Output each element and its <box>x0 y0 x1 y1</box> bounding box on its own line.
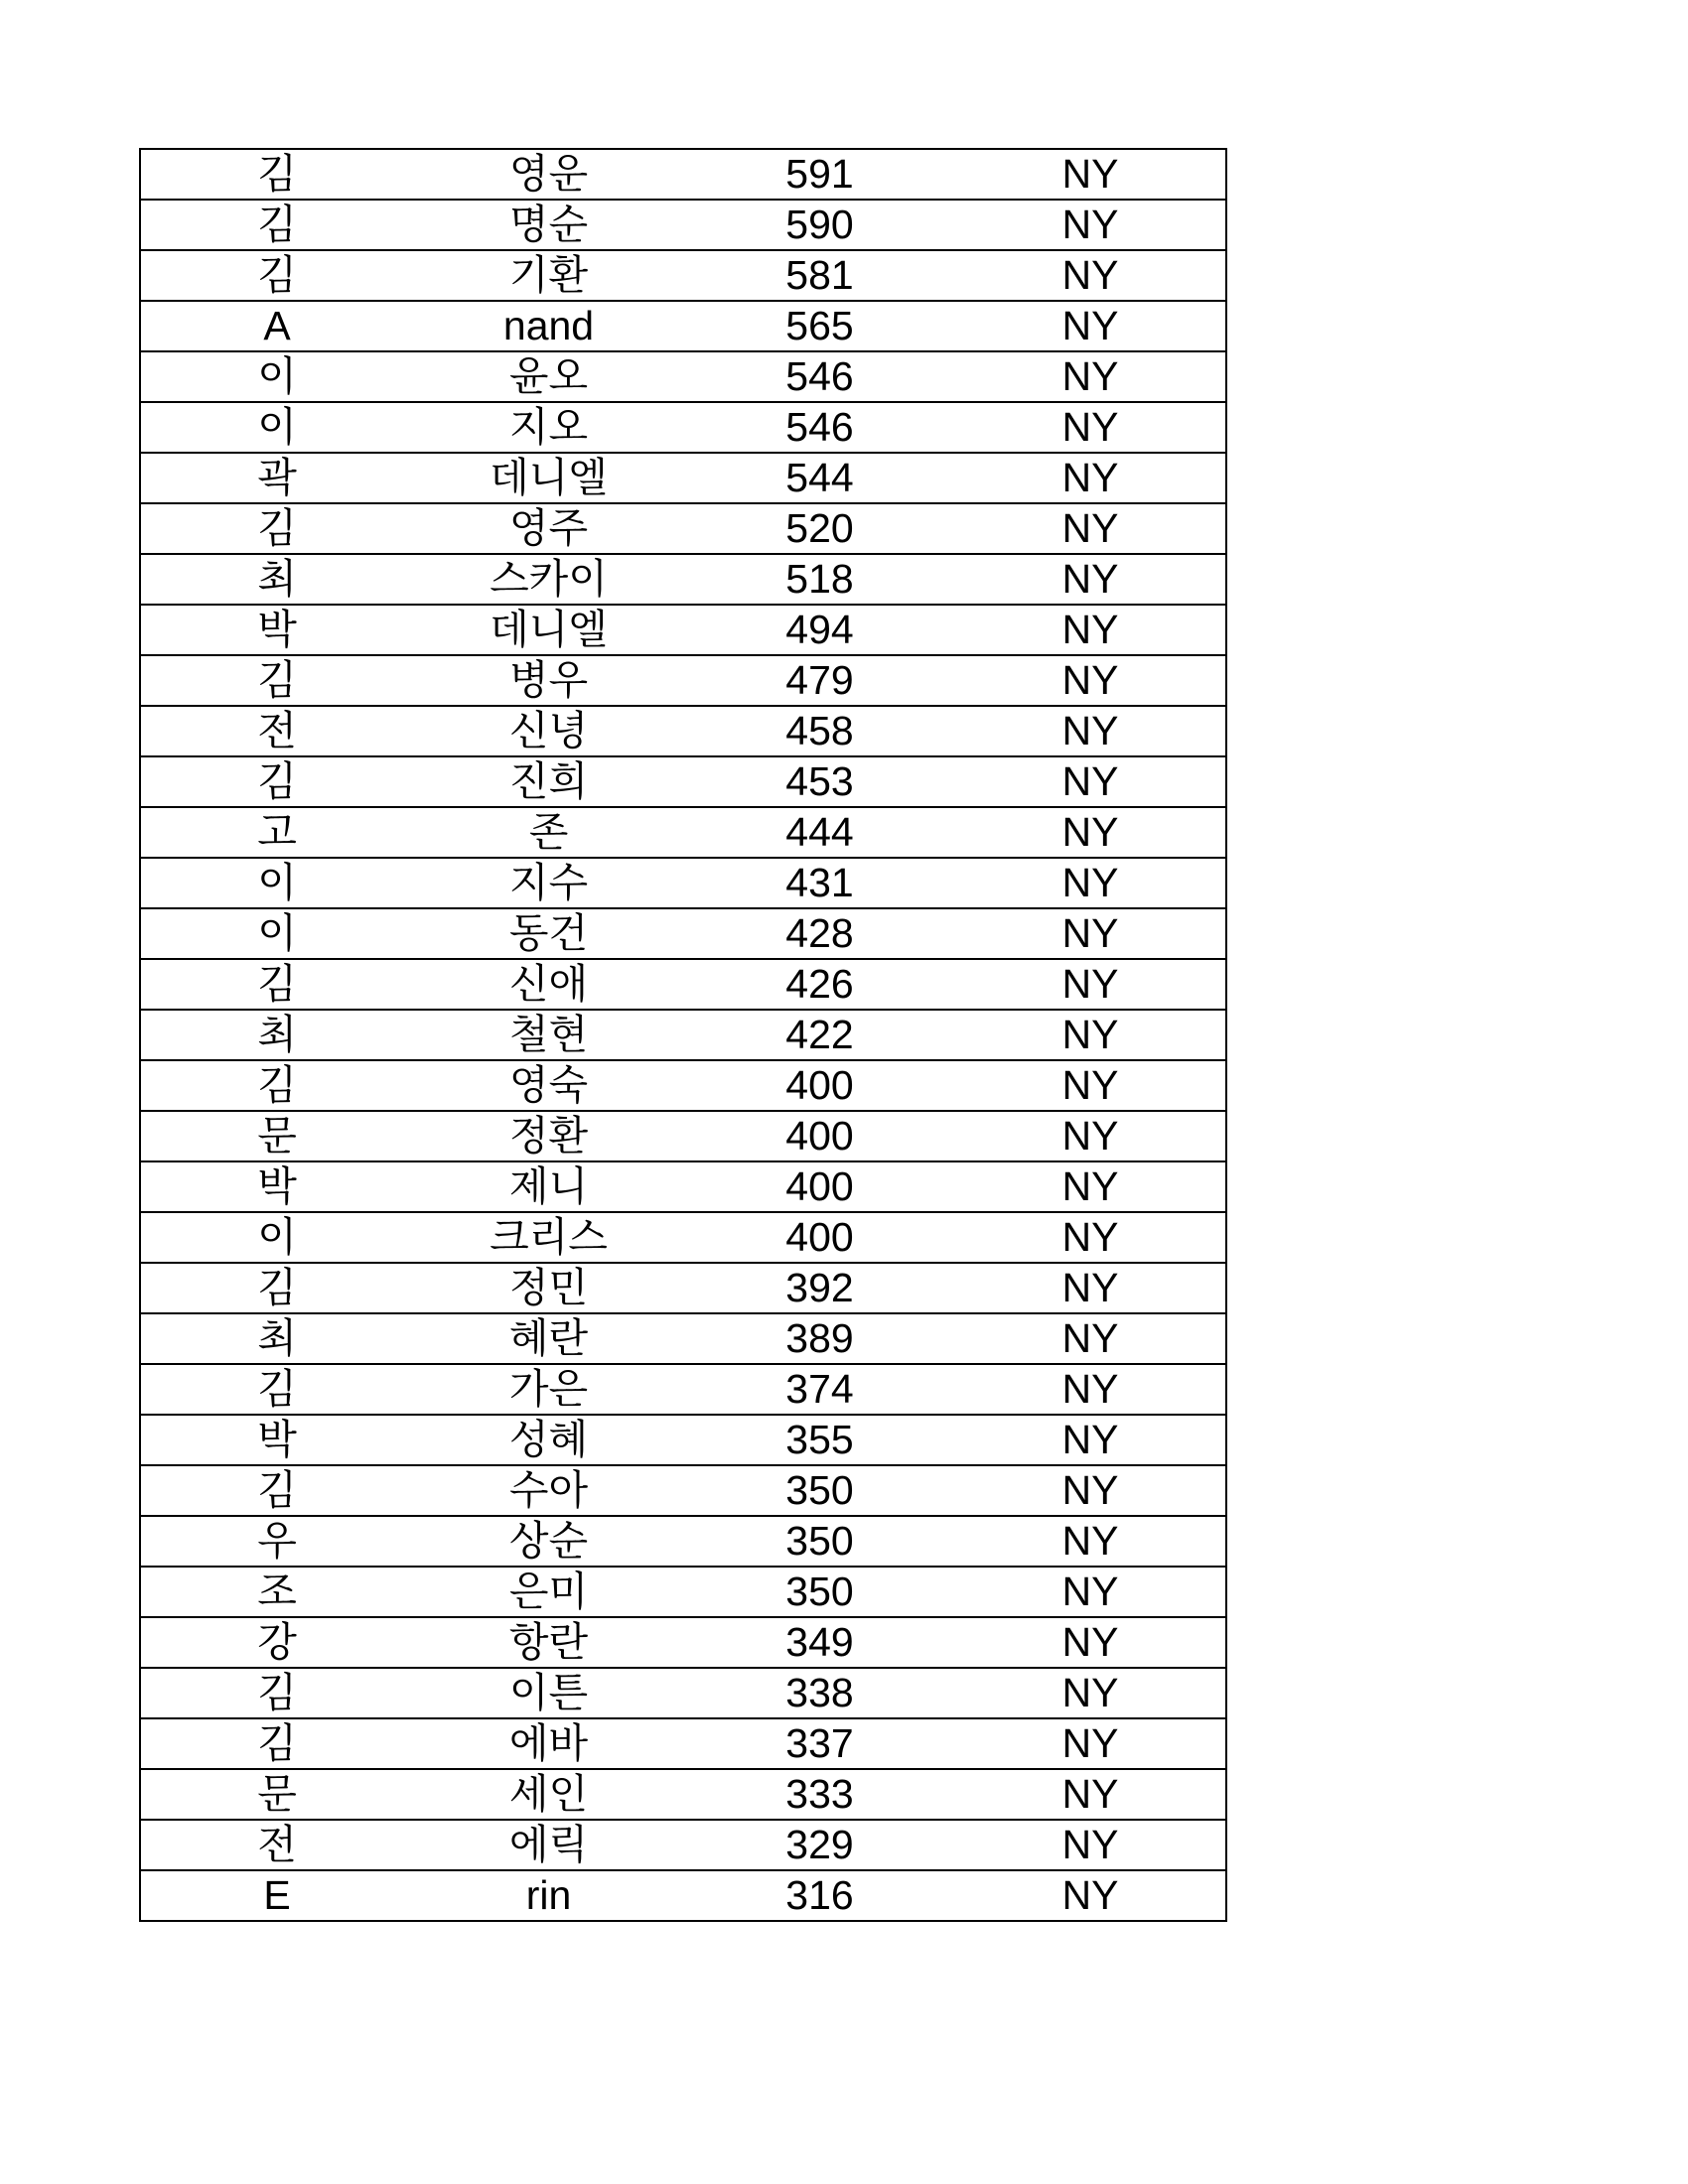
table-row <box>140 351 1226 402</box>
table-row <box>140 200 1226 250</box>
table-row <box>140 756 1226 807</box>
given-name-cell: 데니엘 <box>413 453 684 503</box>
state-cell: NY <box>955 959 1226 1010</box>
family-name-cell: 김 <box>140 200 413 250</box>
state-cell: NY <box>955 756 1226 807</box>
score-cell: 565 <box>684 301 955 351</box>
given-name-cell: 상순 <box>413 1516 684 1567</box>
family-name-cell: 박 <box>140 605 413 655</box>
family-name-cell: E <box>140 1870 413 1921</box>
score-cell: 546 <box>684 402 955 453</box>
state-cell: NY <box>955 554 1226 605</box>
given-name-cell: 존 <box>413 807 684 858</box>
table-row <box>140 908 1226 959</box>
score-cell: 426 <box>684 959 955 1010</box>
family-name-cell: 김 <box>140 756 413 807</box>
state-cell: NY <box>955 1111 1226 1161</box>
score-cell: 316 <box>684 1870 955 1921</box>
family-name-cell: 이 <box>140 908 413 959</box>
state-cell: NY <box>955 301 1226 351</box>
state-cell: NY <box>955 1313 1226 1364</box>
given-name-cell: 영숙 <box>413 1060 684 1111</box>
table-row <box>140 1769 1226 1820</box>
given-name-cell: 정민 <box>413 1263 684 1313</box>
score-cell: 400 <box>684 1161 955 1212</box>
score-cell: 494 <box>684 605 955 655</box>
given-name-cell: 가은 <box>413 1364 684 1415</box>
state-cell: NY <box>955 1415 1226 1465</box>
state-cell: NY <box>955 503 1226 554</box>
given-name-cell: 명순 <box>413 200 684 250</box>
state-cell: NY <box>955 1769 1226 1820</box>
state-cell: NY <box>955 1516 1226 1567</box>
given-name-cell: 윤오 <box>413 351 684 402</box>
score-cell: 350 <box>684 1567 955 1617</box>
given-name-cell: 크리스 <box>413 1212 684 1263</box>
state-cell: NY <box>955 1263 1226 1313</box>
given-name-cell: 진희 <box>413 756 684 807</box>
given-name-cell: 항란 <box>413 1617 684 1668</box>
state-cell: NY <box>955 807 1226 858</box>
state-cell: NY <box>955 1718 1226 1769</box>
given-name-cell: 지오 <box>413 402 684 453</box>
table-row <box>140 655 1226 706</box>
given-name-cell: 데니엘 <box>413 605 684 655</box>
state-cell: NY <box>955 402 1226 453</box>
state-cell: NY <box>955 149 1226 200</box>
given-name-cell: 제니 <box>413 1161 684 1212</box>
table-row <box>140 605 1226 655</box>
table-row <box>140 1212 1226 1263</box>
family-name-cell: 이 <box>140 1212 413 1263</box>
family-name-cell: 김 <box>140 149 413 200</box>
table-row <box>140 1364 1226 1415</box>
score-cell: 544 <box>684 453 955 503</box>
family-name-cell: 김 <box>140 1060 413 1111</box>
family-name-cell: 김 <box>140 250 413 301</box>
table-row <box>140 1010 1226 1060</box>
table-row <box>140 1415 1226 1465</box>
given-name-cell: 성혜 <box>413 1415 684 1465</box>
table-row <box>140 301 1226 351</box>
score-cell: 444 <box>684 807 955 858</box>
table-row <box>140 503 1226 554</box>
state-cell: NY <box>955 605 1226 655</box>
family-name-cell: 김 <box>140 1465 413 1516</box>
given-name-cell: 수아 <box>413 1465 684 1516</box>
state-cell: NY <box>955 858 1226 908</box>
given-name-cell: nand <box>413 301 684 351</box>
family-name-cell: 조 <box>140 1567 413 1617</box>
table-row <box>140 1313 1226 1364</box>
given-name-cell: 지수 <box>413 858 684 908</box>
score-cell: 422 <box>684 1010 955 1060</box>
score-cell: 581 <box>684 250 955 301</box>
state-cell: NY <box>955 1870 1226 1921</box>
score-cell: 458 <box>684 706 955 756</box>
score-cell: 428 <box>684 908 955 959</box>
table-row <box>140 1567 1226 1617</box>
given-name-cell: 은미 <box>413 1567 684 1617</box>
table-row <box>140 453 1226 503</box>
family-name-cell: 김 <box>140 1668 413 1718</box>
table-row <box>140 402 1226 453</box>
state-cell: NY <box>955 655 1226 706</box>
family-name-cell: 이 <box>140 858 413 908</box>
score-cell: 431 <box>684 858 955 908</box>
given-name-cell: 신애 <box>413 959 684 1010</box>
given-name-cell: 에릭 <box>413 1820 684 1870</box>
score-cell: 590 <box>684 200 955 250</box>
family-name-cell: 이 <box>140 402 413 453</box>
state-cell: NY <box>955 1010 1226 1060</box>
score-cell: 374 <box>684 1364 955 1415</box>
given-name-cell: 에바 <box>413 1718 684 1769</box>
state-cell: NY <box>955 351 1226 402</box>
family-name-cell: A <box>140 301 413 351</box>
score-cell: 350 <box>684 1516 955 1567</box>
score-table <box>139 148 1227 1922</box>
family-name-cell: 김 <box>140 1263 413 1313</box>
family-name-cell: 문 <box>140 1111 413 1161</box>
table-row <box>140 959 1226 1010</box>
table-row <box>140 1060 1226 1111</box>
table-row <box>140 706 1226 756</box>
score-cell: 479 <box>684 655 955 706</box>
family-name-cell: 전 <box>140 1820 413 1870</box>
score-cell: 389 <box>684 1313 955 1364</box>
table-row <box>140 858 1226 908</box>
state-cell: NY <box>955 1617 1226 1668</box>
family-name-cell: 김 <box>140 655 413 706</box>
score-cell: 350 <box>684 1465 955 1516</box>
given-name-cell: 신녕 <box>413 706 684 756</box>
table-row <box>140 149 1226 200</box>
table-row <box>140 1668 1226 1718</box>
family-name-cell: 최 <box>140 554 413 605</box>
score-cell: 400 <box>684 1060 955 1111</box>
family-name-cell: 박 <box>140 1161 413 1212</box>
given-name-cell: 철현 <box>413 1010 684 1060</box>
table-row <box>140 1111 1226 1161</box>
state-cell: NY <box>955 1465 1226 1516</box>
family-name-cell: 문 <box>140 1769 413 1820</box>
table-row <box>140 807 1226 858</box>
family-name-cell: 김 <box>140 1364 413 1415</box>
family-name-cell: 김 <box>140 1718 413 1769</box>
given-name-cell: 동건 <box>413 908 684 959</box>
state-cell: NY <box>955 200 1226 250</box>
given-name-cell: 영주 <box>413 503 684 554</box>
table-row <box>140 1870 1226 1921</box>
state-cell: NY <box>955 1161 1226 1212</box>
score-cell: 518 <box>684 554 955 605</box>
family-name-cell: 김 <box>140 959 413 1010</box>
table-row <box>140 1617 1226 1668</box>
state-cell: NY <box>955 706 1226 756</box>
score-cell: 546 <box>684 351 955 402</box>
family-name-cell: 최 <box>140 1313 413 1364</box>
score-cell: 520 <box>684 503 955 554</box>
state-cell: NY <box>955 1060 1226 1111</box>
score-cell: 400 <box>684 1111 955 1161</box>
given-name-cell: 정환 <box>413 1111 684 1161</box>
given-name-cell: 병우 <box>413 655 684 706</box>
family-name-cell: 김 <box>140 503 413 554</box>
state-cell: NY <box>955 1364 1226 1415</box>
family-name-cell: 곽 <box>140 453 413 503</box>
given-name-cell: 혜란 <box>413 1313 684 1364</box>
score-cell: 338 <box>684 1668 955 1718</box>
score-cell: 400 <box>684 1212 955 1263</box>
score-cell: 337 <box>684 1718 955 1769</box>
score-cell: 591 <box>684 149 955 200</box>
state-cell: NY <box>955 250 1226 301</box>
state-cell: NY <box>955 908 1226 959</box>
given-name-cell: 기환 <box>413 250 684 301</box>
score-cell: 333 <box>684 1769 955 1820</box>
given-name-cell: 세인 <box>413 1769 684 1820</box>
family-name-cell: 강 <box>140 1617 413 1668</box>
score-cell: 392 <box>684 1263 955 1313</box>
given-name-cell: 스카이 <box>413 554 684 605</box>
score-cell: 355 <box>684 1415 955 1465</box>
given-name-cell: 이튼 <box>413 1668 684 1718</box>
family-name-cell: 고 <box>140 807 413 858</box>
state-cell: NY <box>955 1820 1226 1870</box>
given-name-cell: rin <box>413 1870 684 1921</box>
score-table-body <box>140 149 1226 1921</box>
state-cell: NY <box>955 1567 1226 1617</box>
table-row <box>140 1820 1226 1870</box>
given-name-cell: 영운 <box>413 149 684 200</box>
score-cell: 453 <box>684 756 955 807</box>
state-cell: NY <box>955 1212 1226 1263</box>
score-cell: 329 <box>684 1820 955 1870</box>
family-name-cell: 이 <box>140 351 413 402</box>
table-row <box>140 250 1226 301</box>
family-name-cell: 전 <box>140 706 413 756</box>
state-cell: NY <box>955 453 1226 503</box>
table-row <box>140 1161 1226 1212</box>
family-name-cell: 우 <box>140 1516 413 1567</box>
family-name-cell: 최 <box>140 1010 413 1060</box>
state-cell: NY <box>955 1668 1226 1718</box>
table-row <box>140 1465 1226 1516</box>
score-cell: 349 <box>684 1617 955 1668</box>
table-row <box>140 554 1226 605</box>
table-row <box>140 1263 1226 1313</box>
table-row <box>140 1516 1226 1567</box>
table-row <box>140 1718 1226 1769</box>
family-name-cell: 박 <box>140 1415 413 1465</box>
